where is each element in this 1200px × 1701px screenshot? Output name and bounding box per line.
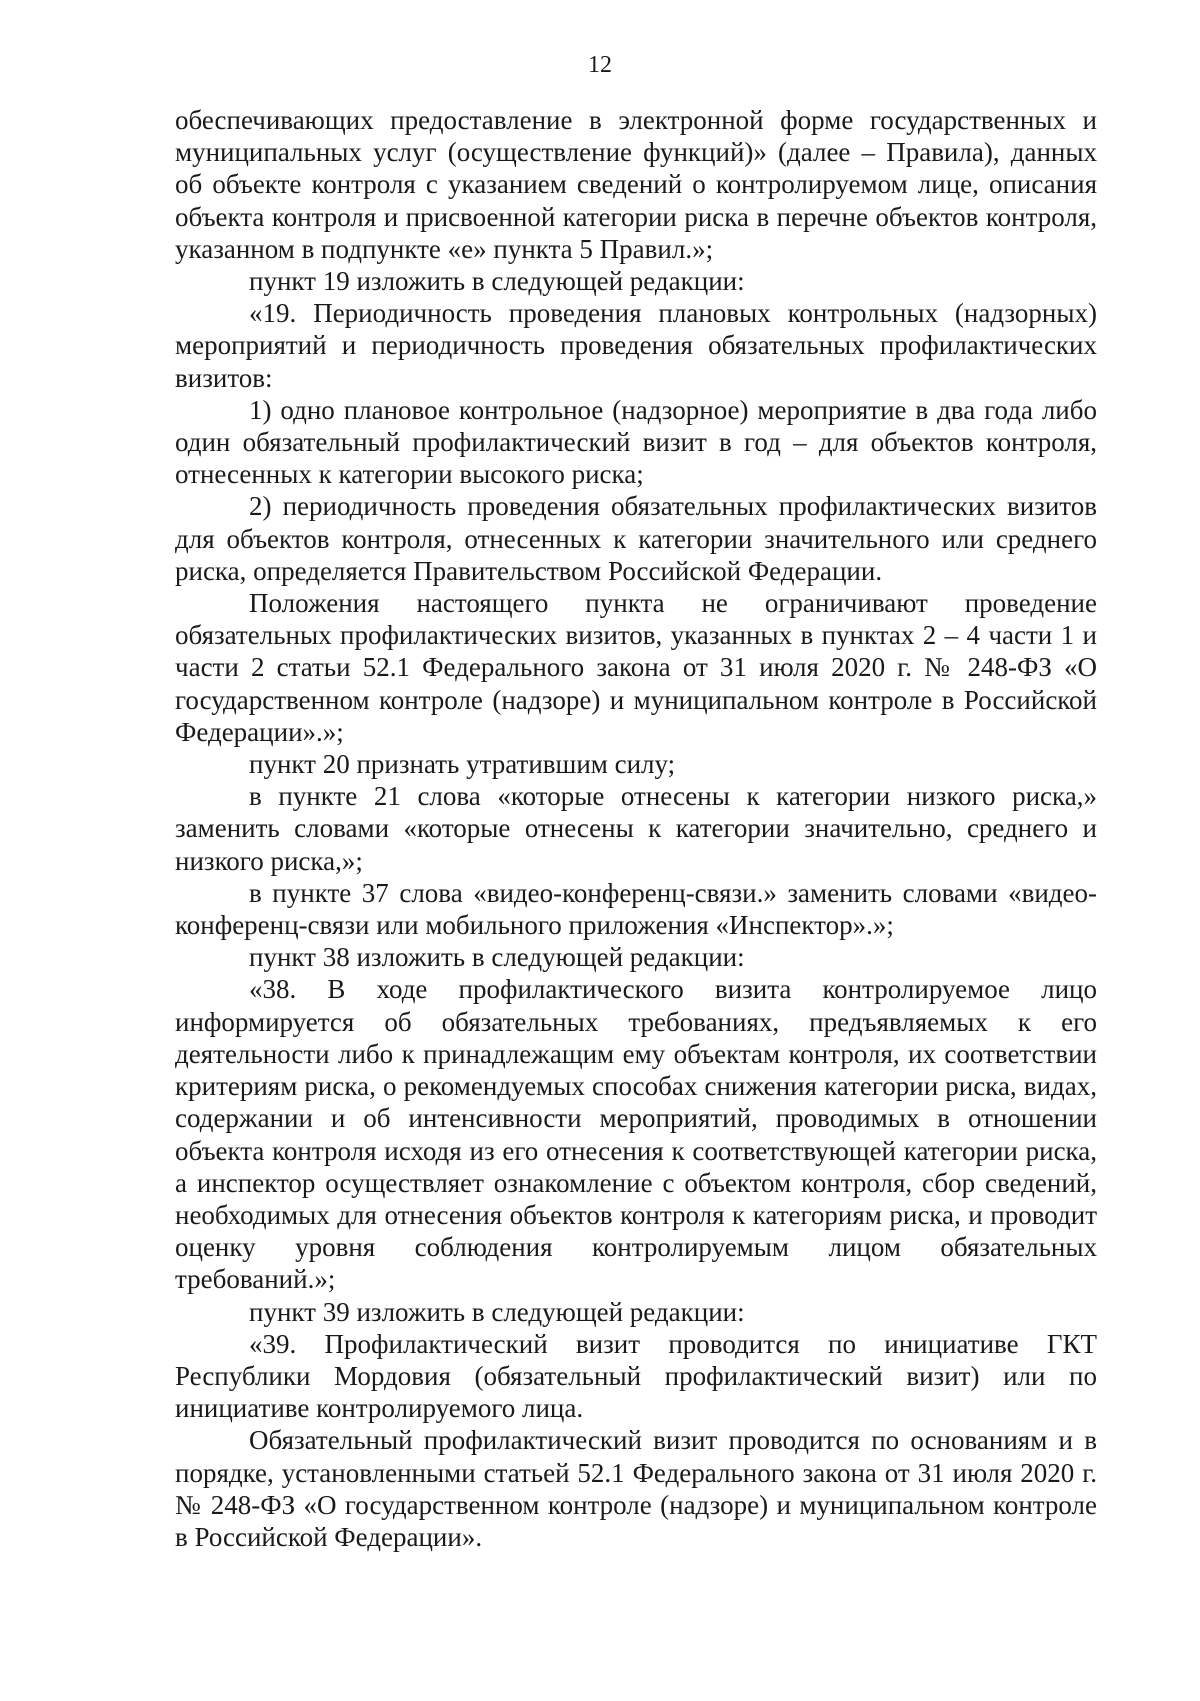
paragraph-p39-text: «39. Профилактический визит проводится по инициативе ГКТ Республики Мордовия (обязательный профилактический визит) или по инициативе контролируемого лица. [175, 1328, 1097, 1424]
paragraph-instruction-p20: пункт 20 признать утратившим силу; [249, 749, 676, 780]
page-number: 12 [588, 52, 612, 78]
paragraph-continuation: обеспечивающих предоставление в электронной форме государственных и муниципальных услуг (осуществление функций)» (далее – Правила), данных об объекте контроля с указанием сведений о контролируемом лице, описания объекта контроля и присвоенной категории риска в перечне объектов контроля, указанном в подпункте «е» пункта 5 Правил.»; [175, 105, 1097, 264]
paragraph-instruction-p39: пункт 39 изложить в следующей редакции: [249, 1296, 745, 1327]
document-body [175, 104, 1097, 1553]
paragraph-instruction-p19: пункт 19 изложить в следующей редакции: [249, 266, 745, 297]
paragraph-p38-text: «38. В ходе профилактического визита контролируемое лицо информируется об обязательных требованиях, предъявляемых к его деятельности либо к принадлежащим ему объектам контроля, их соответствии критериям риска, о рекомендуемых способах снижения категории риска, видах, содержании и об интенсивности мероприятий, проводимых в отношении объекта контроля исходя из его отнесения к соответствующей категории риска, а инспектор осуществляет ознакомление с объектом контроля, сбор сведений, необходимых для отнесения объектов контроля к категориям риска, и проводит оценку уровня соблюдения контролируемым лицом обязательных требований.»; [175, 974, 1097, 1295]
paragraph-instruction-p37: в пункте 37 слова «видео-конференц-связи.» заменить словами «видео-конференц-связи или мобильного приложения «Инспектор».»; [175, 877, 1097, 941]
paragraph-p19-provisions: Положения настоящего пункта не ограничивают проведение обязательных профилактических визитов, указанных в пунктах 2 – 4 части 1 и части 2 статьи 52.1 Федерального закона от 31 июля 2020 г. № 248-ФЗ «О государственном контроле (надзоре) и муниципальном контроле в Российской Федерации».»; [175, 588, 1097, 747]
paragraph-instruction-p21: в пункте 21 слова «которые отнесены к категории низкого риска,» заменить словами «которые отнесены к категории значительно, среднего и низкого риска,»; [175, 781, 1097, 876]
paragraph-p39-mandatory-visit: Обязательный профилактический визит проводится по основаниям и в порядке, установленными статьей 52.1 Федерального закона от 31 июля 2020 г. № 248-ФЗ «О государственном контроле (надзоре) и муниципальном контроле в Российской Федерации». [175, 1425, 1097, 1552]
paragraph-p19-item-1: 1) одно плановое контрольное (надзорное) мероприятие в два года либо один обязательный профилактический визит в год – для объектов контроля, отнесенных к категории высокого риска; [175, 394, 1097, 490]
paragraph-instruction-p38: пункт 38 изложить в следующей редакции: [249, 942, 745, 973]
paragraph-p19-text: «19. Периодичность проведения плановых контрольных (надзорных) мероприятий и периодичность проведения обязательных профилактических визитов: [175, 298, 1097, 393]
paragraph-p19-item-2: 2) периодичность проведения обязательных профилактических визитов для объектов контроля, отнесенных к категории значительного или среднего риска, определяется Правительством Российской Федерации. [175, 491, 1097, 586]
